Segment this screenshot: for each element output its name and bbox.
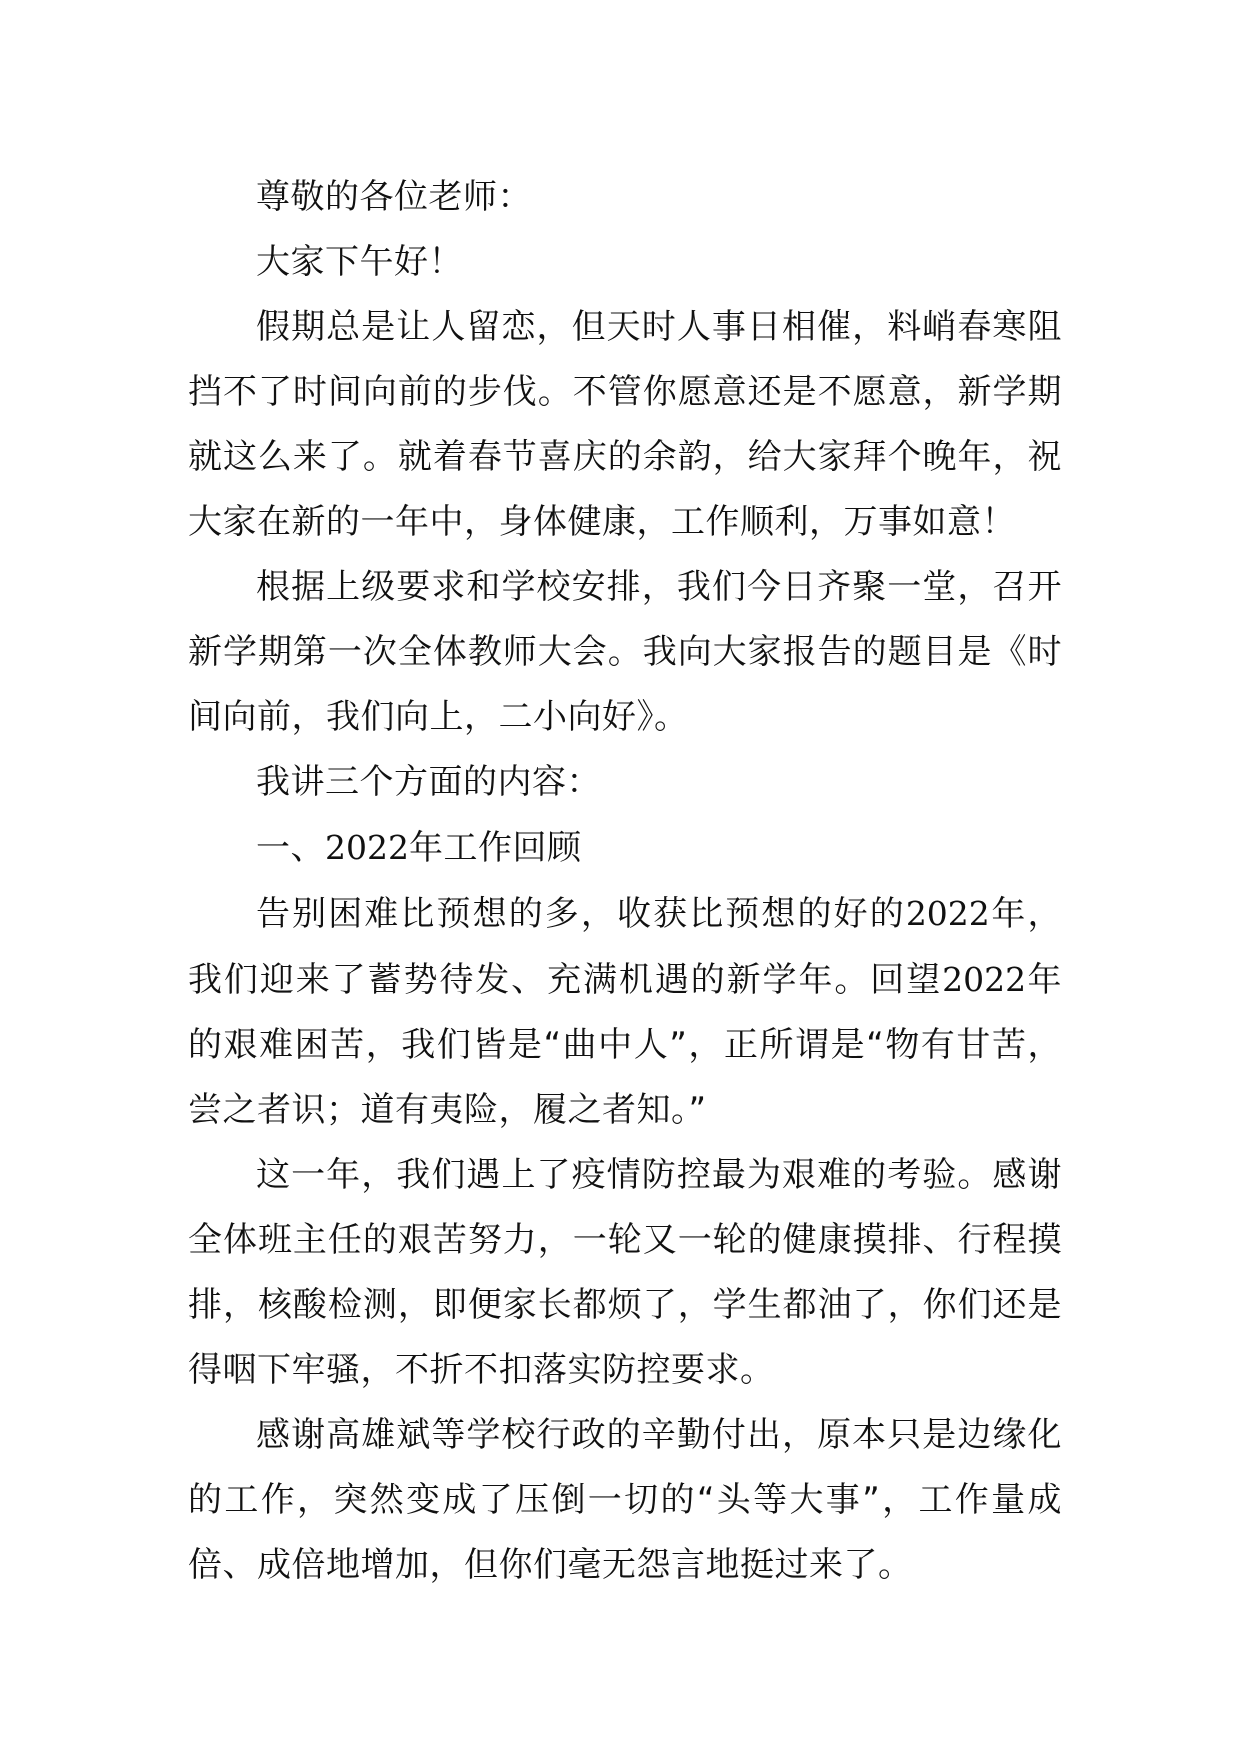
section-heading-review [188,815,1062,881]
heading-suffix: 年工作回顾 [408,828,582,868]
document-body [188,165,1062,1598]
paragraph-epidemic: 这一年，我们遇上了疫情防控最为艰难的考验。感谢全体班主任的艰苦努力，一轮又一轮的健康摸排、行程摸排，核酸检测，即便家长都烦了，学生都油了，你们还是得咽下牢骚，不折不扣落实防控要求。 [188,1155,1062,1390]
p4-year-1: 2022 [905,894,990,933]
p4-part-b: 年，我们迎来了蓄势待发、充满机遇的新学年。回望 [188,894,1062,1000]
paragraph-meeting: 根据上级要求和学校安排，我们今日齐聚一堂，召开新学期第一次全体教师大会。我向大家报告的题目是《时间向前，我们向上，二小向好》。 [188,567,1062,737]
heading-year: 2022 [325,828,409,867]
paragraph-outline: 我讲三个方面的内容： [256,762,601,802]
p4-year-2: 2022 [942,960,1027,999]
heading-prefix: 一、 [256,828,325,868]
paragraph-thanks: 感谢高雄斌等学校行政的辛勤付出，原本只是边缘化的工作，突然变成了压倒一切的“头等大事”，工作量成倍、成倍地增加，但你们毫无怨言地挺过来了。 [188,1415,1062,1585]
paragraph-2022-summary [188,881,1062,1143]
p4-part-a: 告别困难比预想的多，收获比预想的好的 [256,894,906,934]
paragraph-holiday: 假期总是让人留恋，但天时人事日相催，料峭春寒阻挡不了时间向前的步伐。不管你愿意还是不愿意，新学期就这么来了。就着春节喜庆的余韵，给大家拜个晚年，祝大家在新的一年中，身体健康，工作顺利，万事如意！ [188,307,1062,542]
salutation: 尊敬的各位老师： [256,177,532,217]
p4-part-c: 年的艰难困苦，我们皆是“曲中人”，正所谓是“物有甘苦，尝之者识；道有夷险，履之者知。” [188,960,1063,1130]
greeting: 大家下午好！ [256,242,463,282]
